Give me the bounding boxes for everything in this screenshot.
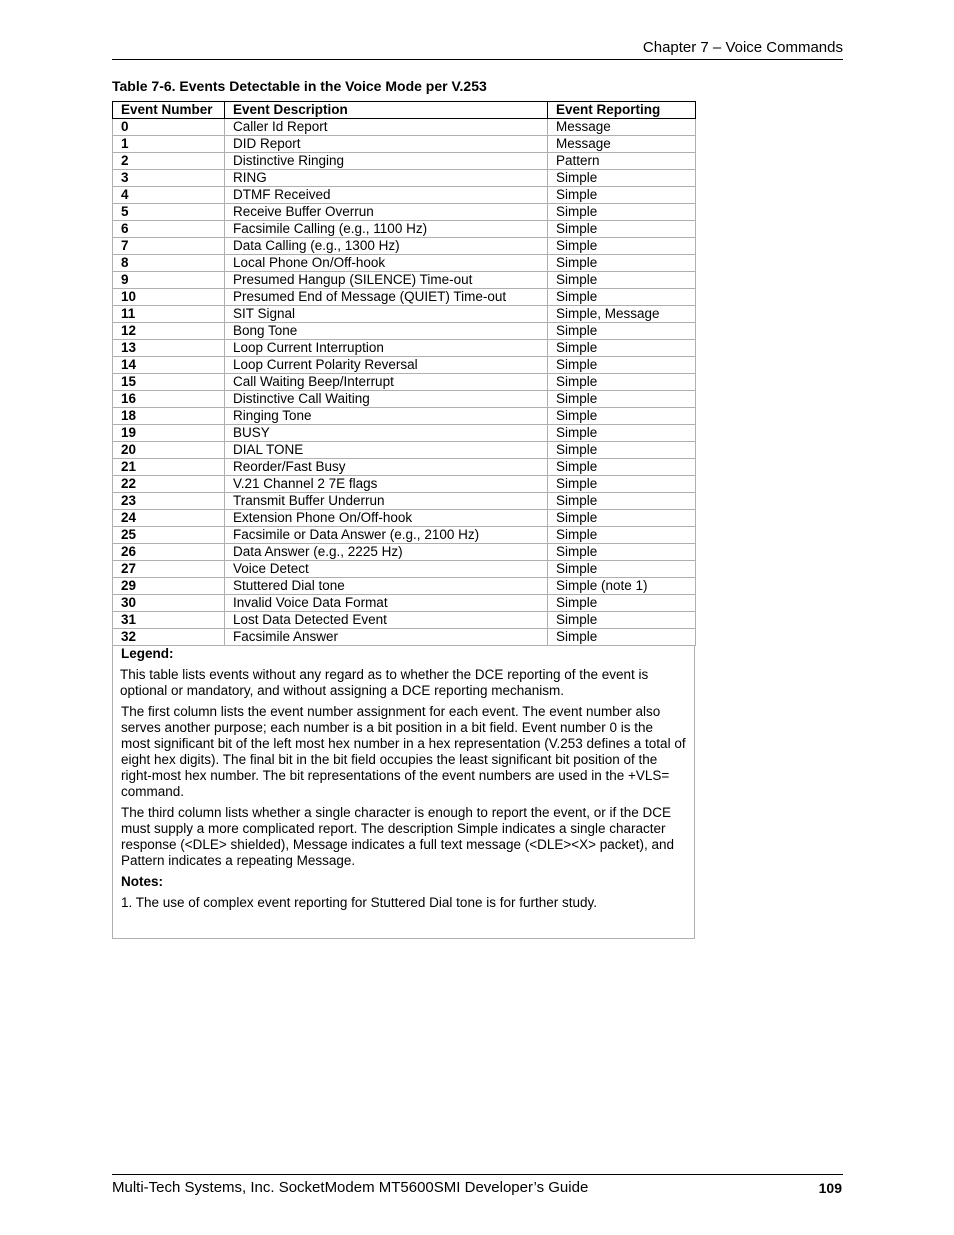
event-reporting-cell: Simple xyxy=(548,459,696,476)
event-description-cell: RING xyxy=(225,170,548,187)
event-reporting-cell: Simple (note 1) xyxy=(548,578,696,595)
event-description-cell: V.21 Channel 2 7E flags xyxy=(225,476,548,493)
event-description-cell: Distinctive Call Waiting xyxy=(225,391,548,408)
event-description-cell: Data Calling (e.g., 1300 Hz) xyxy=(225,238,548,255)
event-description-cell: Facsimile Calling (e.g., 1100 Hz) xyxy=(225,221,548,238)
event-description-cell: Caller Id Report xyxy=(225,119,548,136)
table-row xyxy=(113,527,696,544)
column-header-event-reporting: Event Reporting xyxy=(548,102,696,119)
event-description-cell: Call Waiting Beep/Interrupt xyxy=(225,374,548,391)
event-number-cell: 15 xyxy=(113,374,225,391)
table-row xyxy=(113,238,696,255)
legend-heading: Legend: xyxy=(121,646,174,661)
event-reporting-cell: Simple xyxy=(548,510,696,527)
event-number-cell: 26 xyxy=(113,544,225,561)
event-description-cell: Extension Phone On/Off-hook xyxy=(225,510,548,527)
event-reporting-cell: Simple xyxy=(548,629,696,646)
event-reporting-cell: Simple, Message xyxy=(548,306,696,323)
legend-paragraph: This table lists events without any regard as to whether the DCE reporting of the event is optional or mandatory, and without assigning a DCE reporting mechanism. xyxy=(120,667,649,698)
event-reporting-cell: Simple xyxy=(548,255,696,272)
event-description-cell: Stuttered Dial tone xyxy=(225,578,548,595)
event-reporting-cell: Simple xyxy=(548,476,696,493)
page-number: 109 xyxy=(818,1180,842,1196)
event-number-cell: 24 xyxy=(113,510,225,527)
event-reporting-cell: Pattern xyxy=(548,153,696,170)
event-number-cell: 2 xyxy=(113,153,225,170)
events-table xyxy=(112,101,696,646)
event-reporting-cell: Simple xyxy=(548,272,696,289)
event-reporting-cell: Simple xyxy=(548,187,696,204)
event-reporting-cell: Simple xyxy=(548,391,696,408)
table-row xyxy=(113,289,696,306)
table-row xyxy=(113,374,696,391)
footer-title: Multi-Tech Systems, Inc. SocketModem MT5600SMI Developer’s Guide xyxy=(112,1179,589,1196)
event-description-cell: Invalid Voice Data Format xyxy=(225,595,548,612)
table-caption: Table 7-6. Events Detectable in the Voice Mode per V.253 xyxy=(112,78,487,94)
event-number-cell: 0 xyxy=(113,119,225,136)
event-reporting-cell: Simple xyxy=(548,170,696,187)
table-row xyxy=(113,459,696,476)
events-table-container xyxy=(112,101,695,939)
event-number-cell: 12 xyxy=(113,323,225,340)
table-row xyxy=(113,629,696,646)
event-number-cell: 3 xyxy=(113,170,225,187)
event-reporting-cell: Simple xyxy=(548,612,696,629)
event-description-cell: Ringing Tone xyxy=(225,408,548,425)
event-reporting-cell: Simple xyxy=(548,595,696,612)
event-number-cell: 18 xyxy=(113,408,225,425)
event-number-cell: 19 xyxy=(113,425,225,442)
event-number-cell: 8 xyxy=(113,255,225,272)
event-description-cell: BUSY xyxy=(225,425,548,442)
table-row xyxy=(113,425,696,442)
chapter-title: Chapter 7 – Voice Commands xyxy=(642,39,843,56)
event-description-cell: Voice Detect xyxy=(225,561,548,578)
table-row xyxy=(113,221,696,238)
event-reporting-cell: Simple xyxy=(548,374,696,391)
event-number-cell: 7 xyxy=(113,238,225,255)
event-description-cell: Presumed Hangup (SILENCE) Time-out xyxy=(225,272,548,289)
table-row xyxy=(113,544,696,561)
event-reporting-cell: Message xyxy=(548,119,696,136)
legend-paragraph: The third column lists whether a single character is enough to report the event, or if the DCE must supply a more complicated report. The description Simple indicates a single character response (<DLE> shielded), Message indicates a full text message (<DLE><X> packet), and Pattern indicates a repeating Message. xyxy=(121,805,675,868)
event-reporting-cell: Message xyxy=(548,136,696,153)
table-row xyxy=(113,612,696,629)
table-row xyxy=(113,510,696,527)
event-reporting-cell: Simple xyxy=(548,442,696,459)
event-number-cell: 10 xyxy=(113,289,225,306)
event-reporting-cell: Simple xyxy=(548,425,696,442)
table-row xyxy=(113,391,696,408)
table-row xyxy=(113,561,696,578)
table-row xyxy=(113,119,696,136)
event-description-cell: Presumed End of Message (QUIET) Time-out xyxy=(225,289,548,306)
event-reporting-cell: Simple xyxy=(548,340,696,357)
table-row xyxy=(113,442,696,459)
event-number-cell: 1 xyxy=(113,136,225,153)
event-description-cell: Facsimile or Data Answer (e.g., 2100 Hz) xyxy=(225,527,548,544)
event-description-cell: DIAL TONE xyxy=(225,442,548,459)
event-reporting-cell: Simple xyxy=(548,221,696,238)
event-number-cell: 31 xyxy=(113,612,225,629)
table-row xyxy=(113,476,696,493)
column-header-event-number: Event Number xyxy=(113,102,225,119)
event-reporting-cell: Simple xyxy=(548,357,696,374)
event-number-cell: 25 xyxy=(113,527,225,544)
event-description-cell: Loop Current Interruption xyxy=(225,340,548,357)
event-number-cell: 9 xyxy=(113,272,225,289)
event-description-cell: Facsimile Answer xyxy=(225,629,548,646)
page-footer xyxy=(112,1174,843,1196)
event-description-cell: SIT Signal xyxy=(225,306,548,323)
notes-heading: Notes: xyxy=(121,874,164,889)
event-description-cell: Loop Current Polarity Reversal xyxy=(225,357,548,374)
table-row xyxy=(113,136,696,153)
event-number-cell: 16 xyxy=(113,391,225,408)
event-number-cell: 22 xyxy=(113,476,225,493)
table-row xyxy=(113,272,696,289)
table-header-row xyxy=(113,102,696,119)
table-row xyxy=(113,204,696,221)
event-description-cell: Local Phone On/Off-hook xyxy=(225,255,548,272)
event-number-cell: 29 xyxy=(113,578,225,595)
event-description-cell: DTMF Received xyxy=(225,187,548,204)
table-row xyxy=(113,323,696,340)
table-row xyxy=(113,187,696,204)
event-reporting-cell: Simple xyxy=(548,204,696,221)
event-number-cell: 27 xyxy=(113,561,225,578)
event-number-cell: 20 xyxy=(113,442,225,459)
table-row xyxy=(113,170,696,187)
event-description-cell: Bong Tone xyxy=(225,323,548,340)
event-number-cell: 30 xyxy=(113,595,225,612)
table-row xyxy=(113,578,696,595)
table-row xyxy=(113,153,696,170)
event-number-cell: 5 xyxy=(113,204,225,221)
legend-box xyxy=(112,646,695,939)
event-number-cell: 21 xyxy=(113,459,225,476)
note-item: 1. The use of complex event reporting for Stuttered Dial tone is for further study. xyxy=(121,895,597,910)
event-number-cell: 23 xyxy=(113,493,225,510)
event-number-cell: 14 xyxy=(113,357,225,374)
event-number-cell: 4 xyxy=(113,187,225,204)
event-description-cell: Reorder/Fast Busy xyxy=(225,459,548,476)
column-header-event-description: Event Description xyxy=(225,102,548,119)
event-reporting-cell: Simple xyxy=(548,289,696,306)
event-description-cell: Receive Buffer Overrun xyxy=(225,204,548,221)
event-reporting-cell: Simple xyxy=(548,238,696,255)
event-number-cell: 11 xyxy=(113,306,225,323)
event-reporting-cell: Simple xyxy=(548,544,696,561)
event-number-cell: 13 xyxy=(113,340,225,357)
event-reporting-cell: Simple xyxy=(548,323,696,340)
table-row xyxy=(113,357,696,374)
table-row xyxy=(113,340,696,357)
event-description-cell: Distinctive Ringing xyxy=(225,153,548,170)
event-description-cell: DID Report xyxy=(225,136,548,153)
event-reporting-cell: Simple xyxy=(548,527,696,544)
event-description-cell: Transmit Buffer Underrun xyxy=(225,493,548,510)
event-reporting-cell: Simple xyxy=(548,408,696,425)
table-row xyxy=(113,493,696,510)
event-description-cell: Data Answer (e.g., 2225 Hz) xyxy=(225,544,548,561)
event-description-cell: Lost Data Detected Event xyxy=(225,612,548,629)
page-header xyxy=(112,38,843,60)
table-row xyxy=(113,306,696,323)
event-number-cell: 32 xyxy=(113,629,225,646)
table-row xyxy=(113,255,696,272)
legend-paragraph: The first column lists the event number assignment for each event. The event number also serves another purpose; each number is a bit position in a bit field. Event number 0 is the most significant bit of the left most hex number in a hex representation (V.253 defines a total of eight hex digits). The final bit in the bit field occupies the least significant bit position of the right-most hex number. The bit representations of the event numbers are used in the +VLS= command. xyxy=(121,704,686,799)
table-row xyxy=(113,408,696,425)
event-number-cell: 6 xyxy=(113,221,225,238)
event-reporting-cell: Simple xyxy=(548,561,696,578)
table-row xyxy=(113,595,696,612)
event-reporting-cell: Simple xyxy=(548,493,696,510)
